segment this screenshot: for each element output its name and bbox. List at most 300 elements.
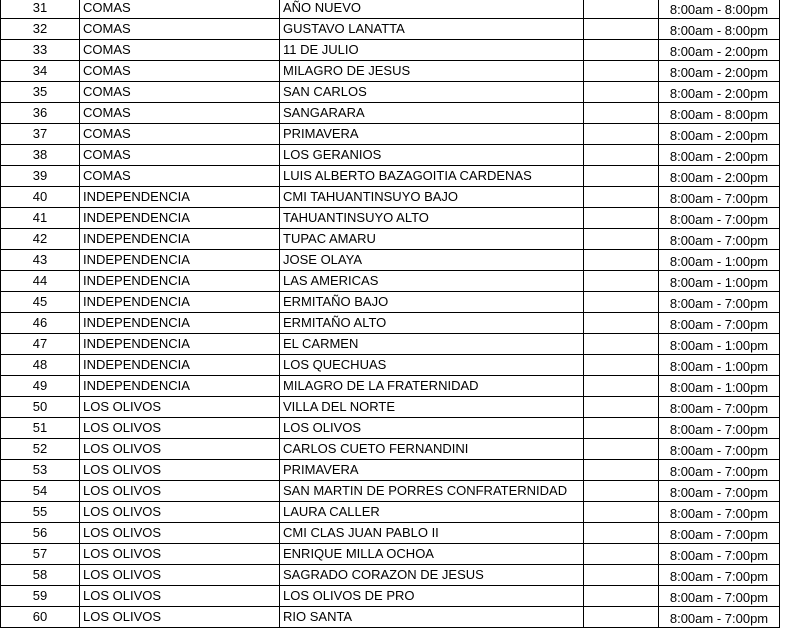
row-number: [1, 481, 80, 502]
district-cell: [80, 103, 280, 124]
hours-cell: [659, 187, 780, 208]
establishment-cell-text: GUSTAVO LANATTA: [283, 21, 405, 36]
blank-cell: [584, 82, 659, 103]
blank-cell: [584, 397, 659, 418]
hours-cell: [659, 271, 780, 292]
district-cell-text: INDEPENDENCIA: [83, 252, 190, 267]
blank-cell: [584, 523, 659, 544]
hours-cell-text: 8:00am - 7:00pm: [669, 296, 769, 311]
hours-cell: [659, 334, 780, 355]
establishment-cell-text: SANGARARA: [283, 105, 365, 120]
table-row: [1, 439, 780, 460]
row-number-text: 35: [32, 84, 48, 99]
establishment-cell: [280, 166, 584, 187]
establishment-cell-text: PRIMAVERA: [283, 126, 359, 141]
district-cell: [80, 292, 280, 313]
row-number: [1, 103, 80, 124]
hours-cell: [659, 502, 780, 523]
hours-cell-text: 8:00am - 2:00pm: [669, 65, 769, 80]
row-number: [1, 208, 80, 229]
hours-cell-text: 8:00am - 7:00pm: [669, 569, 769, 584]
establishment-cell-text: CMI CLAS JUAN PABLO II: [283, 525, 439, 540]
district-cell: [80, 481, 280, 502]
establishment-cell-text: TAHUANTINSUYO ALTO: [283, 210, 429, 225]
hours-cell-text: 8:00am - 1:00pm: [669, 359, 769, 374]
establishment-cell-text: JOSE OLAYA: [283, 252, 362, 267]
hours-cell: [659, 19, 780, 40]
row-number-text: 33: [32, 42, 48, 57]
establishment-cell-text: ERMITAÑO BAJO: [283, 294, 389, 309]
establishment-cell-text: ERMITAÑO ALTO: [283, 315, 387, 330]
establishment-cell: [280, 502, 584, 523]
row-number-text: 48: [32, 357, 48, 372]
district-cell: [80, 334, 280, 355]
table-row: [1, 145, 780, 166]
hours-cell: [659, 355, 780, 376]
table-row: [1, 103, 780, 124]
blank-cell: [584, 292, 659, 313]
establishment-cell-text: LAS AMERICAS: [283, 273, 379, 288]
table-row: [1, 502, 780, 523]
hours-cell-text: 8:00am - 7:00pm: [669, 401, 769, 416]
district-cell-text: INDEPENDENCIA: [83, 189, 190, 204]
hours-cell-text: 8:00am - 7:00pm: [669, 590, 769, 605]
table-row: [1, 565, 780, 586]
establishment-cell: [280, 376, 584, 397]
row-number-text: 46: [32, 315, 48, 330]
establishment-cell: [280, 187, 584, 208]
district-cell-text: INDEPENDENCIA: [83, 336, 190, 351]
hours-cell: [659, 418, 780, 439]
blank-cell: [584, 481, 659, 502]
blank-cell: [584, 355, 659, 376]
row-number: [1, 397, 80, 418]
row-number: [1, 145, 80, 166]
establishment-cell-text: LOS OLIVOS DE PRO: [283, 588, 415, 603]
establishment-cell-text: EL CARMEN: [283, 336, 359, 351]
hours-cell-text: 8:00am - 7:00pm: [669, 233, 769, 248]
district-cell: [80, 439, 280, 460]
row-number-text: 59: [32, 588, 48, 603]
blank-cell: [584, 61, 659, 82]
district-cell-text: LOS OLIVOS: [83, 609, 162, 624]
establishment-cell: [280, 250, 584, 271]
district-cell: [80, 19, 280, 40]
establishment-cell: [280, 40, 584, 61]
row-number: [1, 0, 80, 19]
establishment-cell: [280, 313, 584, 334]
table-row: [1, 166, 780, 187]
table-row: [1, 397, 780, 418]
blank-cell: [584, 313, 659, 334]
establishment-cell-text: RIO SANTA: [283, 609, 353, 624]
district-cell: [80, 418, 280, 439]
row-number-text: 40: [32, 189, 48, 204]
district-cell: [80, 82, 280, 103]
row-number: [1, 460, 80, 481]
establishment-cell-text: PRIMAVERA: [283, 462, 359, 477]
blank-cell: [584, 145, 659, 166]
establishment-cell: [280, 208, 584, 229]
table-row: [1, 355, 780, 376]
row-number-text: 52: [32, 441, 48, 456]
row-number: [1, 61, 80, 82]
hours-cell: [659, 166, 780, 187]
hours-cell: [659, 439, 780, 460]
establishment-cell: [280, 292, 584, 313]
district-cell: [80, 124, 280, 145]
row-number-text: 54: [32, 483, 48, 498]
row-number-text: 55: [32, 504, 48, 519]
blank-cell: [584, 502, 659, 523]
establishment-cell-text: LOS OLIVOS: [283, 420, 362, 435]
hours-cell: [659, 40, 780, 61]
blank-cell: [584, 271, 659, 292]
row-number-text: 34: [32, 63, 48, 78]
establishment-cell: [280, 103, 584, 124]
blank-cell: [584, 607, 659, 628]
district-cell: [80, 355, 280, 376]
blank-cell: [584, 40, 659, 61]
district-cell-text: INDEPENDENCIA: [83, 210, 190, 225]
hours-cell: [659, 250, 780, 271]
district-cell: [80, 208, 280, 229]
blank-cell: [584, 124, 659, 145]
district-cell-text: LOS OLIVOS: [83, 567, 162, 582]
hours-cell-text: 8:00am - 7:00pm: [669, 191, 769, 206]
establishment-cell: [280, 271, 584, 292]
establishment-cell: [280, 61, 584, 82]
establishment-cell: [280, 439, 584, 460]
table-row: [1, 19, 780, 40]
hours-cell: [659, 103, 780, 124]
district-cell: [80, 166, 280, 187]
establishment-cell: [280, 397, 584, 418]
establishment-cell: [280, 523, 584, 544]
row-number-text: 36: [32, 105, 48, 120]
district-cell-text: COMAS: [83, 126, 131, 141]
row-number-text: 53: [32, 462, 48, 477]
hours-cell-text: 8:00am - 7:00pm: [669, 422, 769, 437]
table-row: [1, 418, 780, 439]
blank-cell: [584, 565, 659, 586]
district-cell-text: LOS OLIVOS: [83, 420, 162, 435]
establishment-cell: [280, 334, 584, 355]
blank-cell: [584, 460, 659, 481]
district-cell-text: LOS OLIVOS: [83, 441, 162, 456]
establishment-cell: [280, 229, 584, 250]
hours-cell-text: 8:00am - 2:00pm: [669, 128, 769, 143]
establishment-cell-text: AÑO NUEVO: [283, 0, 362, 15]
row-number: [1, 376, 80, 397]
blank-cell: [584, 19, 659, 40]
row-number: [1, 250, 80, 271]
hours-cell: [659, 229, 780, 250]
schedule-table-body: [1, 0, 780, 628]
district-cell: [80, 544, 280, 565]
blank-cell: [584, 166, 659, 187]
district-cell-text: LOS OLIVOS: [83, 504, 162, 519]
establishment-cell-text: MILAGRO DE LA FRATERNIDAD: [283, 378, 479, 393]
table-row: [1, 334, 780, 355]
district-cell-text: INDEPENDENCIA: [83, 315, 190, 330]
establishment-cell-text: LAURA CALLER: [283, 504, 380, 519]
district-cell: [80, 250, 280, 271]
row-number-text: 38: [32, 147, 48, 162]
district-cell: [80, 61, 280, 82]
row-number: [1, 607, 80, 628]
row-number-text: 43: [32, 252, 48, 267]
hours-cell-text: 8:00am - 1:00pm: [669, 275, 769, 290]
establishment-cell: [280, 460, 584, 481]
row-number-text: 50: [32, 399, 48, 414]
row-number: [1, 355, 80, 376]
table-row: [1, 208, 780, 229]
table-row: [1, 187, 780, 208]
establishment-cell: [280, 82, 584, 103]
row-number: [1, 82, 80, 103]
blank-cell: [584, 376, 659, 397]
district-cell: [80, 376, 280, 397]
row-number-text: 37: [32, 126, 48, 141]
row-number-text: 44: [32, 273, 48, 288]
hours-cell: [659, 586, 780, 607]
row-number: [1, 292, 80, 313]
row-number-text: 39: [32, 168, 48, 183]
establishment-cell: [280, 124, 584, 145]
hours-cell: [659, 481, 780, 502]
district-cell-text: INDEPENDENCIA: [83, 378, 190, 393]
table-row: [1, 61, 780, 82]
row-number-text: 41: [32, 210, 48, 225]
district-cell: [80, 586, 280, 607]
district-cell: [80, 145, 280, 166]
establishment-cell-text: LOS GERANIOS: [283, 147, 382, 162]
row-number: [1, 124, 80, 145]
district-cell-text: COMAS: [83, 84, 131, 99]
establishment-cell-text: CARLOS CUETO FERNANDINI: [283, 441, 469, 456]
row-number: [1, 313, 80, 334]
hours-cell-text: 8:00am - 8:00pm: [669, 107, 769, 122]
row-number: [1, 229, 80, 250]
row-number: [1, 19, 80, 40]
hours-cell-text: 8:00am - 7:00pm: [669, 464, 769, 479]
row-number: [1, 523, 80, 544]
district-cell-text: COMAS: [83, 21, 131, 36]
establishment-cell: [280, 0, 584, 19]
district-cell-text: INDEPENDENCIA: [83, 231, 190, 246]
row-number-text: 45: [32, 294, 48, 309]
establishment-cell-text: SAGRADO CORAZON DE JESUS: [283, 567, 484, 582]
district-cell-text: COMAS: [83, 168, 131, 183]
row-number: [1, 502, 80, 523]
hours-cell: [659, 460, 780, 481]
establishment-cell-text: TUPAC AMARU: [283, 231, 376, 246]
district-cell: [80, 229, 280, 250]
hours-cell: [659, 523, 780, 544]
establishment-cell-text: 11 DE JULIO: [283, 42, 359, 57]
hours-cell: [659, 124, 780, 145]
row-number: [1, 586, 80, 607]
blank-cell: [584, 250, 659, 271]
row-number-text: 57: [32, 546, 48, 561]
establishment-cell: [280, 418, 584, 439]
row-number-text: 49: [32, 378, 48, 393]
hours-cell-text: 8:00am - 7:00pm: [669, 485, 769, 500]
district-cell-text: LOS OLIVOS: [83, 483, 162, 498]
establishment-cell: [280, 355, 584, 376]
row-number-text: 56: [32, 525, 48, 540]
establishment-cell: [280, 586, 584, 607]
hours-cell-text: 8:00am - 7:00pm: [669, 443, 769, 458]
hours-cell-text: 8:00am - 8:00pm: [669, 23, 769, 38]
district-cell-text: LOS OLIVOS: [83, 525, 162, 540]
establishment-cell-text: MILAGRO DE JESUS: [283, 63, 411, 78]
district-cell-text: INDEPENDENCIA: [83, 294, 190, 309]
hours-cell-text: 8:00am - 1:00pm: [669, 254, 769, 269]
hours-cell: [659, 61, 780, 82]
hours-cell: [659, 565, 780, 586]
hours-cell-text: 8:00am - 7:00pm: [669, 506, 769, 521]
establishment-cell: [280, 565, 584, 586]
district-cell-text: COMAS: [83, 42, 131, 57]
hours-cell: [659, 82, 780, 103]
establishment-cell-text: LOS QUECHUAS: [283, 357, 387, 372]
row-number: [1, 418, 80, 439]
hours-cell-text: 8:00am - 7:00pm: [669, 212, 769, 227]
row-number: [1, 544, 80, 565]
table-row: [1, 292, 780, 313]
establishment-cell: [280, 481, 584, 502]
district-cell: [80, 40, 280, 61]
row-number: [1, 334, 80, 355]
blank-cell: [584, 229, 659, 250]
district-cell: [80, 187, 280, 208]
row-number-text: 42: [32, 231, 48, 246]
district-cell: [80, 607, 280, 628]
establishment-cell: [280, 607, 584, 628]
row-number-text: 58: [32, 567, 48, 582]
table-row: [1, 376, 780, 397]
district-cell: [80, 313, 280, 334]
hours-cell: [659, 376, 780, 397]
blank-cell: [584, 586, 659, 607]
table-row: [1, 481, 780, 502]
hours-cell-text: 8:00am - 7:00pm: [669, 527, 769, 542]
table-row: [1, 124, 780, 145]
row-number: [1, 439, 80, 460]
establishment-cell: [280, 19, 584, 40]
hours-cell-text: 8:00am - 2:00pm: [669, 170, 769, 185]
blank-cell: [584, 418, 659, 439]
district-cell-text: INDEPENDENCIA: [83, 273, 190, 288]
hours-cell-text: 8:00am - 7:00pm: [669, 317, 769, 332]
hours-cell: [659, 544, 780, 565]
table-row: [1, 523, 780, 544]
hours-cell-text: 8:00am - 1:00pm: [669, 380, 769, 395]
blank-cell: [584, 187, 659, 208]
hours-cell-text: 8:00am - 8:00pm: [669, 2, 769, 17]
hours-cell-text: 8:00am - 2:00pm: [669, 86, 769, 101]
establishment-cell-text: ENRIQUE MILLA OCHOA: [283, 546, 434, 561]
hours-cell-text: 8:00am - 2:00pm: [669, 44, 769, 59]
district-cell: [80, 271, 280, 292]
row-number-text: 47: [32, 336, 48, 351]
establishment-cell-text: CMI TAHUANTINSUYO BAJO: [283, 189, 459, 204]
blank-cell: [584, 439, 659, 460]
row-number: [1, 565, 80, 586]
table-row: [1, 607, 780, 628]
row-number: [1, 40, 80, 61]
blank-cell: [584, 208, 659, 229]
district-cell: [80, 0, 280, 19]
hours-cell-text: 8:00am - 1:00pm: [669, 338, 769, 353]
district-cell-text: LOS OLIVOS: [83, 588, 162, 603]
district-cell-text: LOS OLIVOS: [83, 462, 162, 477]
district-cell: [80, 523, 280, 544]
blank-cell: [584, 0, 659, 19]
district-cell: [80, 502, 280, 523]
hours-cell: [659, 292, 780, 313]
table-row: [1, 229, 780, 250]
establishment-cell-text: VILLA DEL NORTE: [283, 399, 395, 414]
district-cell-text: COMAS: [83, 0, 131, 15]
row-number-text: 31: [32, 0, 48, 15]
hours-cell-text: 8:00am - 2:00pm: [669, 149, 769, 164]
blank-cell: [584, 334, 659, 355]
hours-cell: [659, 208, 780, 229]
hours-cell: [659, 397, 780, 418]
hours-cell-text: 8:00am - 7:00pm: [669, 548, 769, 563]
table-row: [1, 313, 780, 334]
establishment-cell: [280, 544, 584, 565]
row-number-text: 51: [32, 420, 48, 435]
blank-cell: [584, 544, 659, 565]
row-number-text: 32: [32, 21, 48, 36]
table-row: [1, 250, 780, 271]
district-cell-text: COMAS: [83, 63, 131, 78]
district-cell-text: LOS OLIVOS: [83, 546, 162, 561]
district-cell-text: INDEPENDENCIA: [83, 357, 190, 372]
district-cell-text: LOS OLIVOS: [83, 399, 162, 414]
district-cell-text: COMAS: [83, 105, 131, 120]
table-row: [1, 586, 780, 607]
table-row: [1, 40, 780, 61]
establishment-cell-text: SAN MARTIN DE PORRES CONFRATERNIDAD: [283, 483, 568, 498]
table-row: [1, 544, 780, 565]
district-cell: [80, 397, 280, 418]
row-number: [1, 187, 80, 208]
hours-cell: [659, 145, 780, 166]
hours-cell-text: 8:00am - 7:00pm: [669, 611, 769, 626]
hours-cell: [659, 607, 780, 628]
row-number: [1, 166, 80, 187]
table-row: [1, 460, 780, 481]
row-number-text: 60: [32, 609, 48, 624]
establishment-cell-text: SAN CARLOS: [283, 84, 367, 99]
establishment-cell-text: LUIS ALBERTO BAZAGOITIA CARDENAS: [283, 168, 532, 183]
table-row: [1, 271, 780, 292]
table-row: [1, 0, 780, 19]
blank-cell: [584, 103, 659, 124]
hours-cell: [659, 0, 780, 19]
hours-cell: [659, 313, 780, 334]
row-number: [1, 271, 80, 292]
district-cell: [80, 565, 280, 586]
establishment-cell: [280, 145, 584, 166]
district-cell: [80, 460, 280, 481]
table-row: [1, 82, 780, 103]
